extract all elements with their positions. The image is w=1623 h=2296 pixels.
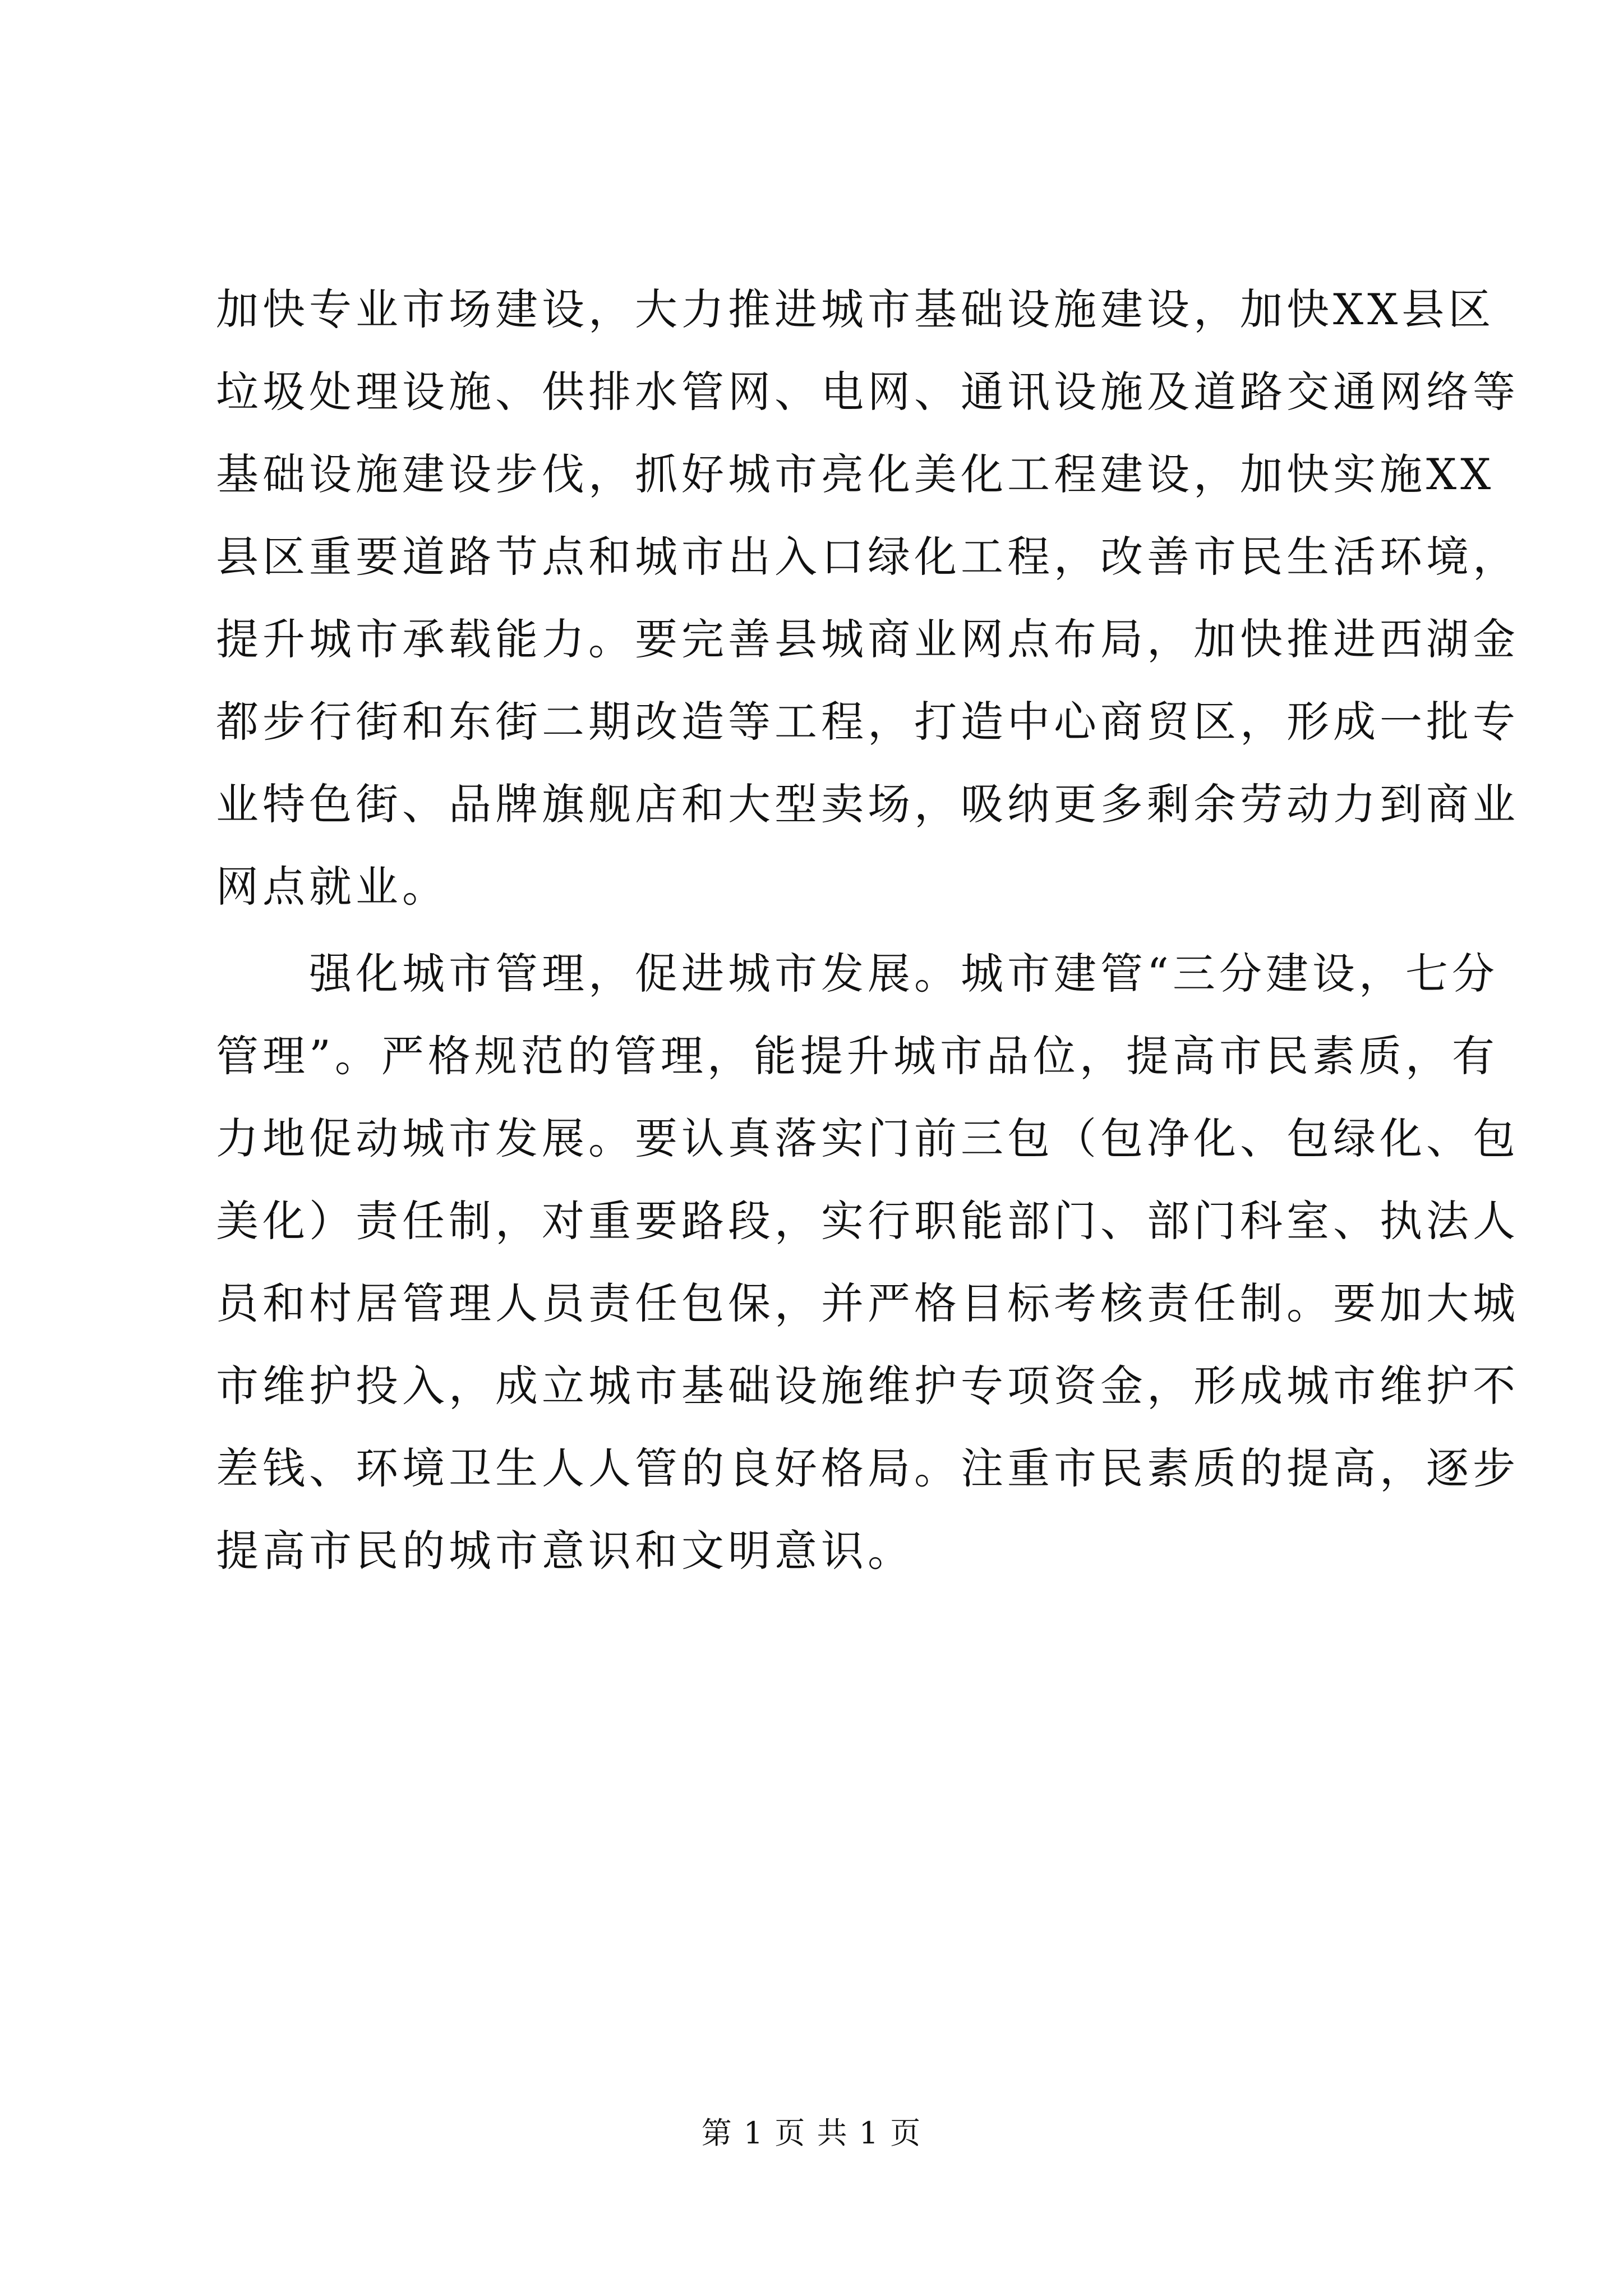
text-line: 强化城市管理，促进城市发展。城市建管“三分建设，七分 <box>216 949 1498 999</box>
page-number-footer: 第 1 页 共 1 页 <box>701 2115 922 2151</box>
text-line: 业特色街、品牌旗舰店和大型卖场，吸纳更多剩余劳动力到商业 <box>216 779 1519 829</box>
text-line: 加快专业市场建设，大力推进城市基础设施建设，加快XX县区 <box>216 284 1495 334</box>
paragraph-1 <box>216 268 1519 928</box>
text-line: 基础设施建设步伐，抓好城市亮化美化工程建设，加快实施XX <box>216 449 1495 499</box>
text-line: 提高市民的城市意识和文明意识。 <box>216 1526 914 1576</box>
text-line: 网点就业。 <box>216 862 449 912</box>
text-line: 县区重要道路节点和城市出入口绿化工程，改善市民生活环境， <box>216 532 1519 582</box>
paragraph-2 <box>216 932 1519 1592</box>
text-line: 垃圾处理设施、供排水管网、电网、通讯设施及道路交通网络等 <box>216 367 1519 417</box>
text-line: 提升城市承载能力。要完善县城商业网点布局，加快推进西湖金 <box>216 614 1519 664</box>
text-line: 管理”。严格规范的管理，能提升城市品位，提高市民素质，有 <box>216 1031 1498 1081</box>
text-line: 员和村居管理人员责任包保，并严格目标考核责任制。要加大城 <box>216 1278 1519 1328</box>
text-line: 市维护投入，成立城市基础设施维护专项资金，形成城市维护不 <box>216 1361 1519 1411</box>
paragraph-spacing <box>216 928 1455 932</box>
text-line: 差钱、环境卫生人人管的良好格局。注重市民素质的提高，逐步 <box>216 1443 1519 1493</box>
text-line: 力地促动城市发展。要认真落实门前三包（包净化、包绿化、包 <box>216 1114 1519 1163</box>
text-line: 美化）责任制，对重要路段，实行职能部门、部门科室、执法人 <box>216 1196 1519 1246</box>
document-body <box>216 268 1519 1592</box>
text-line: 都步行街和东街二期改造等工程，打造中心商贸区，形成一批专 <box>216 697 1519 747</box>
